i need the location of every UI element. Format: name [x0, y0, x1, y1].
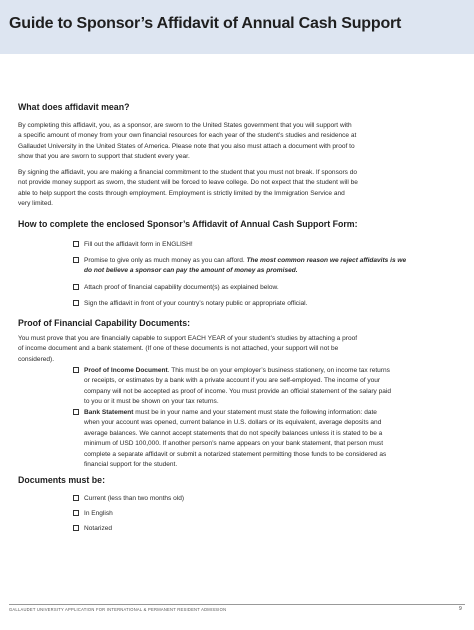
text-line: minimum of USD 100,000. If another person’s name appears on your bank statement, that person must: [84, 440, 384, 448]
footer-text: GALLAUDET UNIVERSITY APPLICATION FOR INTERNATIONAL & PERMANENT RESIDENT ADMISSION: [9, 607, 227, 612]
text-line: average balances. We cannot accept statements that do not specify balances unless it is stated to be a: [84, 429, 383, 437]
para-financial-commitment: [18, 168, 458, 210]
list-item-attach-proof: [73, 283, 463, 293]
checkbox-fill-form[interactable]: [73, 241, 79, 247]
checkbox-bank-statement[interactable]: [73, 409, 79, 415]
checkbox-attach-proof[interactable]: [73, 284, 79, 290]
text-line: company will not be accepted as proof of income. You must provide an official statement of the salary paid: [84, 387, 392, 395]
list-item-notarized: [73, 524, 463, 534]
item-label: Fill out the affidavit form in ENGLISH!: [84, 241, 193, 248]
list-item-fill-form: [73, 240, 463, 250]
page-number: 9: [459, 606, 462, 612]
list-item-current: [73, 494, 463, 504]
text-line: very limited.: [18, 200, 53, 208]
text-line: when your account was opened, current balance in U.S. dollars or its equivalent, average deposits and: [84, 419, 382, 427]
checkbox-current[interactable]: [73, 495, 79, 501]
checkbox-sign-affidavit[interactable]: [73, 300, 79, 306]
checkbox-proof-of-income[interactable]: [73, 367, 79, 373]
list-item-in-english: [73, 509, 463, 519]
text-line: complete a separate affidavit or submit a notarized statement permitting those funds to be considered as: [84, 450, 387, 458]
item-label-bold: Bank Statement: [84, 409, 134, 416]
list-item-promise: [73, 256, 463, 277]
item-text: . This must be on your employer’s business stationery, on income tax returns: [167, 367, 390, 374]
heading-documents-must-be: Documents must be:: [18, 475, 106, 485]
list-item-bank-statement: [73, 408, 463, 470]
para-affidavit-meaning: [18, 121, 458, 163]
text-line: show that you are sworn to support that student every year.: [18, 153, 190, 161]
text-line: By completing this affidavit, you, as a sponsor, are sworn to the United States government that you will support with: [18, 122, 352, 129]
heading-proof-of-capability: Proof of Financial Capability Documents:: [18, 318, 191, 328]
item-label: Sign the affidavit in front of your country’s notary public or appropriate official.: [84, 300, 308, 307]
checkbox-notarized[interactable]: [73, 525, 79, 531]
text-line: of income document and a bank statement. (If one of these documents is not attached, your support will not be: [18, 345, 339, 353]
heading-how-to-complete: How to complete the enclosed Sponsor’s Affidavit of Annual Cash Support Form:: [18, 219, 358, 229]
item-label: Promise to give only as much money as you can afford.: [84, 257, 247, 264]
list-item-sign-affidavit: [73, 299, 463, 309]
text-line: You must prove that you are financially capable to support EACH YEAR of your student’s studies by attaching a proof: [18, 335, 358, 342]
item-label-bold: Proof of Income Document: [84, 367, 168, 374]
text-line: considered).: [18, 355, 55, 363]
item-label: In English: [84, 510, 113, 517]
text-line: By signing the affidavit, you are making a financial commitment to the student that you must not break. If sponsors do: [18, 169, 358, 176]
item-emphasis: The most common reason we reject affidavits is we: [246, 257, 407, 264]
text-line: to you or it must be shown on your tax returns.: [84, 398, 219, 406]
item-label: Current (less than two months old): [84, 495, 185, 502]
text-line: or receipts, or estimates by a bank with a private account if you are self-employed. The income of your: [84, 377, 381, 385]
text-line: not provide money support as sworn, the student will be forced to leave college. Do not expect that the student will be: [18, 179, 358, 187]
text-line: financial support for the student.: [84, 461, 178, 469]
item-text: must be in your name and your statement must state the following information: date: [133, 409, 377, 416]
checkbox-promise[interactable]: [73, 257, 79, 263]
item-emphasis-continued: do not believe a sponsor can pay the amount of money as promised.: [84, 267, 298, 275]
text-line: a specific amount of money from your own financial resources for each year of the student’s studies and residence at: [18, 132, 357, 140]
heading-what-affidavit: What does affidavit mean?: [18, 102, 130, 112]
text-line: Gallaudet University in the United States of America. Please note that you also must attach a document with proof to: [18, 142, 355, 150]
list-item-proof-of-income: [73, 366, 463, 408]
footer-divider: [9, 604, 465, 605]
title-banner: [0, 0, 474, 54]
text-line: able to help support the costs through employment. Employment is strictly limited by the Immigration Service and: [18, 189, 345, 197]
item-label: Notarized: [84, 525, 113, 532]
item-label: Attach proof of financial capability document(s) as explained below.: [84, 284, 279, 291]
checkbox-in-english[interactable]: [73, 510, 79, 516]
page-title: Guide to Sponsor’s Affidavit of Annual Cash Support: [9, 15, 402, 32]
para-proof-intro: [18, 334, 458, 365]
